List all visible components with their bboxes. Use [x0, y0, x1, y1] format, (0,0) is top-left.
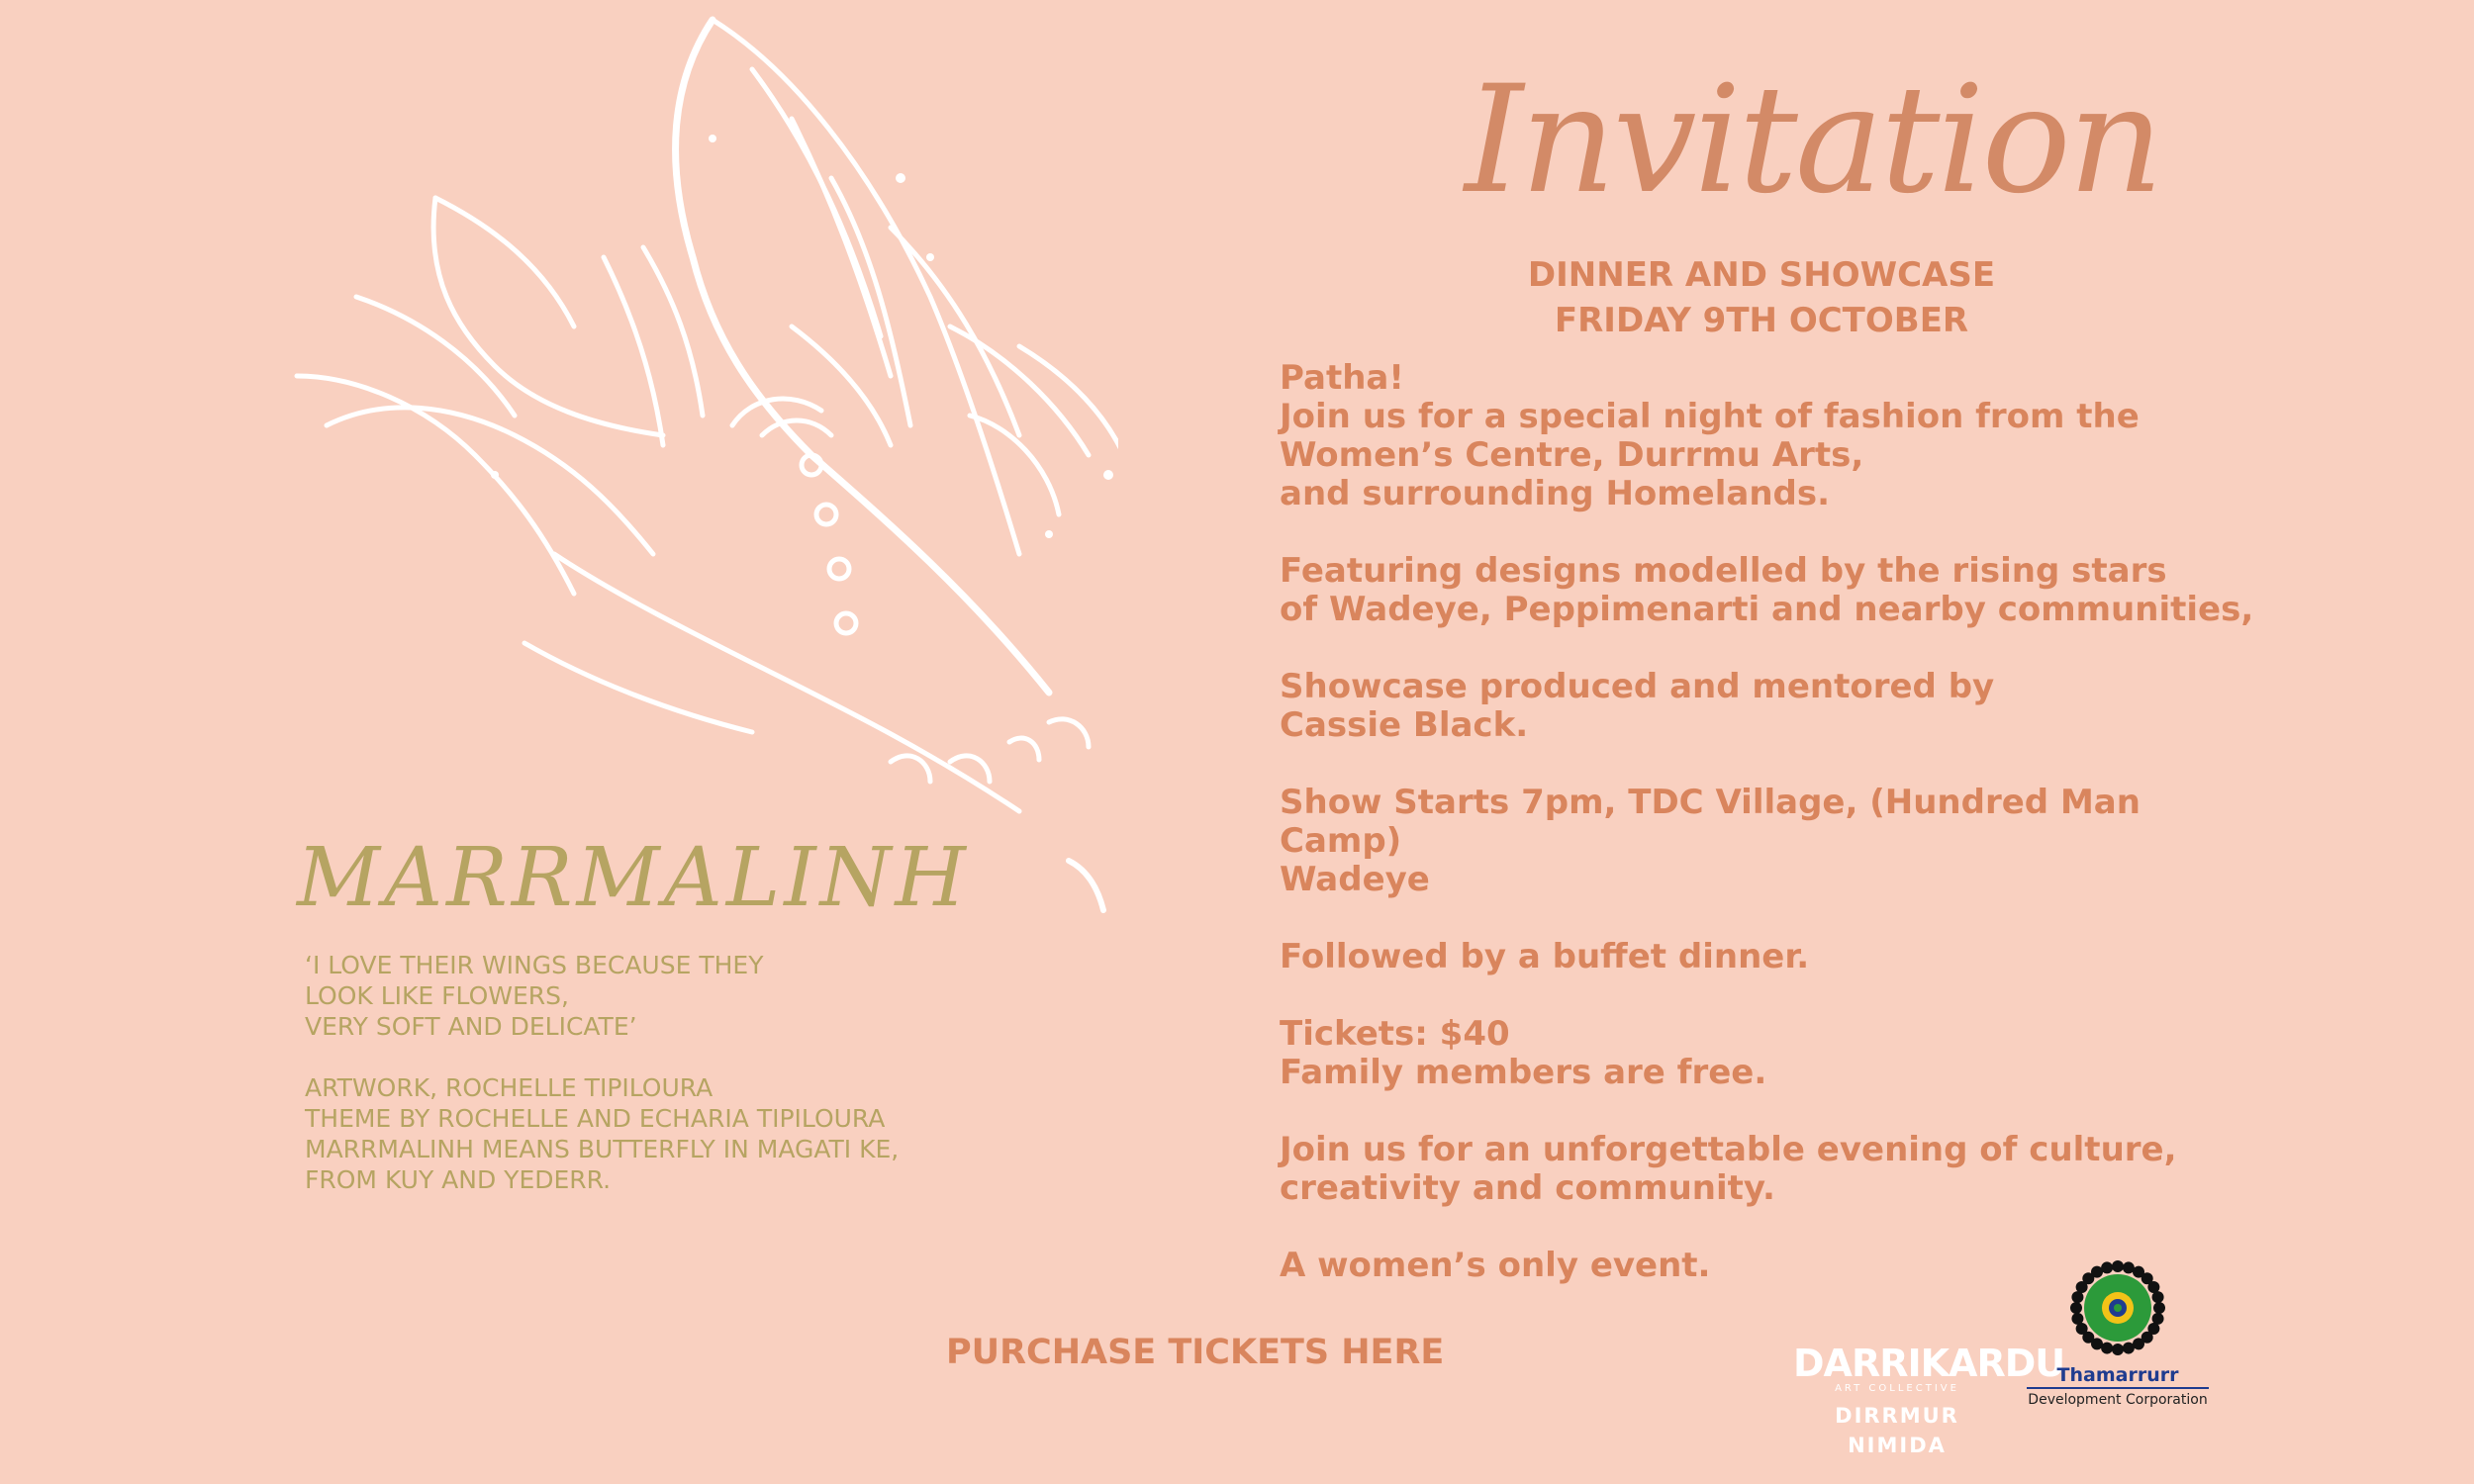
emblem-ray-dot [2071, 1313, 2083, 1325]
thamarrurr-logo [2019, 1258, 2217, 1411]
featuring-paragraph: Featuring designs modelled by the rising stars of Wadeye, Peppimenarti and nearby communities, [1280, 551, 2254, 629]
emblem-ray-dot [2070, 1302, 2082, 1314]
thamarrurr-emblem-icon [2068, 1258, 2167, 1357]
venue-paragraph: Show Starts 7pm, TDC Village, (Hundred Man Camp) Wadeye [1280, 783, 2141, 899]
darrikardu-subtitle: DIRRMUR NIMIDA [1835, 1404, 1959, 1457]
darrikardu-tagline: ART COLLECTIVE [1835, 1383, 1959, 1394]
darrikardu-logo [1793, 1342, 2065, 1460]
tickets-paragraph: Tickets: $40 Family members are free. [1280, 1014, 1767, 1092]
emblem-ray-dot [2152, 1291, 2164, 1303]
emblem-ray-dot [2112, 1344, 2124, 1355]
emblem-ray-dot [2101, 1261, 2113, 1273]
artwork-quote: ‘I LOVE THEIR WINGS BECAUSE THEY LOOK LIKE FLOWERS, VERY SOFT AND DELICATE’ [305, 951, 764, 1041]
greeting-paragraph: Patha! Join us for a special night of fashion from the Women’s Centre, Durrmu Arts, and surrounding Homelands. [1280, 358, 2140, 513]
artwork-credits: ARTWORK, ROCHELLE TIPILOURA THEME BY ROCHELLE AND ECHARIA TIPILOURA MARRMALINH MEANS BUTTERFLY IN MAGATI KE, FROM KUY AND YEDERR. [305, 1073, 900, 1194]
invitation-body [1280, 359, 2269, 1285]
purchase-tickets-link[interactable]: PURCHASE TICKETS HERE [946, 1333, 1445, 1372]
dinner-paragraph: Followed by a buffet dinner. [1280, 937, 1810, 976]
invitation-title: Invitation [1465, 54, 2161, 227]
thamarrurr-name: Thamarrurr [2056, 1364, 2179, 1386]
subtitle-line-2: FRIDAY 9TH OCTOBER [1554, 301, 1969, 340]
producer-paragraph: Showcase produced and mentored by Cassie Black. [1280, 667, 1995, 745]
event-subtitle [1435, 252, 2088, 343]
emblem-ray-dot [2112, 1260, 2124, 1272]
butterfly-artwork [198, 0, 1118, 920]
closing-paragraph: Join us for an unforgettable evening of culture, creativity and community. [1280, 1130, 2177, 1208]
emblem-ray-dot [2123, 1343, 2135, 1354]
thamarrurr-subtitle: Development Corporation [2028, 1392, 2208, 1408]
womens-only-notice: A women’s only event. [1280, 1246, 1711, 1285]
emblem-ray-dot [2153, 1302, 2165, 1314]
subtitle-line-1: DINNER AND SHOWCASE [1527, 255, 1996, 295]
artwork-caption [305, 950, 1017, 1226]
artwork-title: MARRMALINH [297, 831, 970, 925]
darrikardu-name: DARRIKARDU [1793, 1342, 2065, 1385]
